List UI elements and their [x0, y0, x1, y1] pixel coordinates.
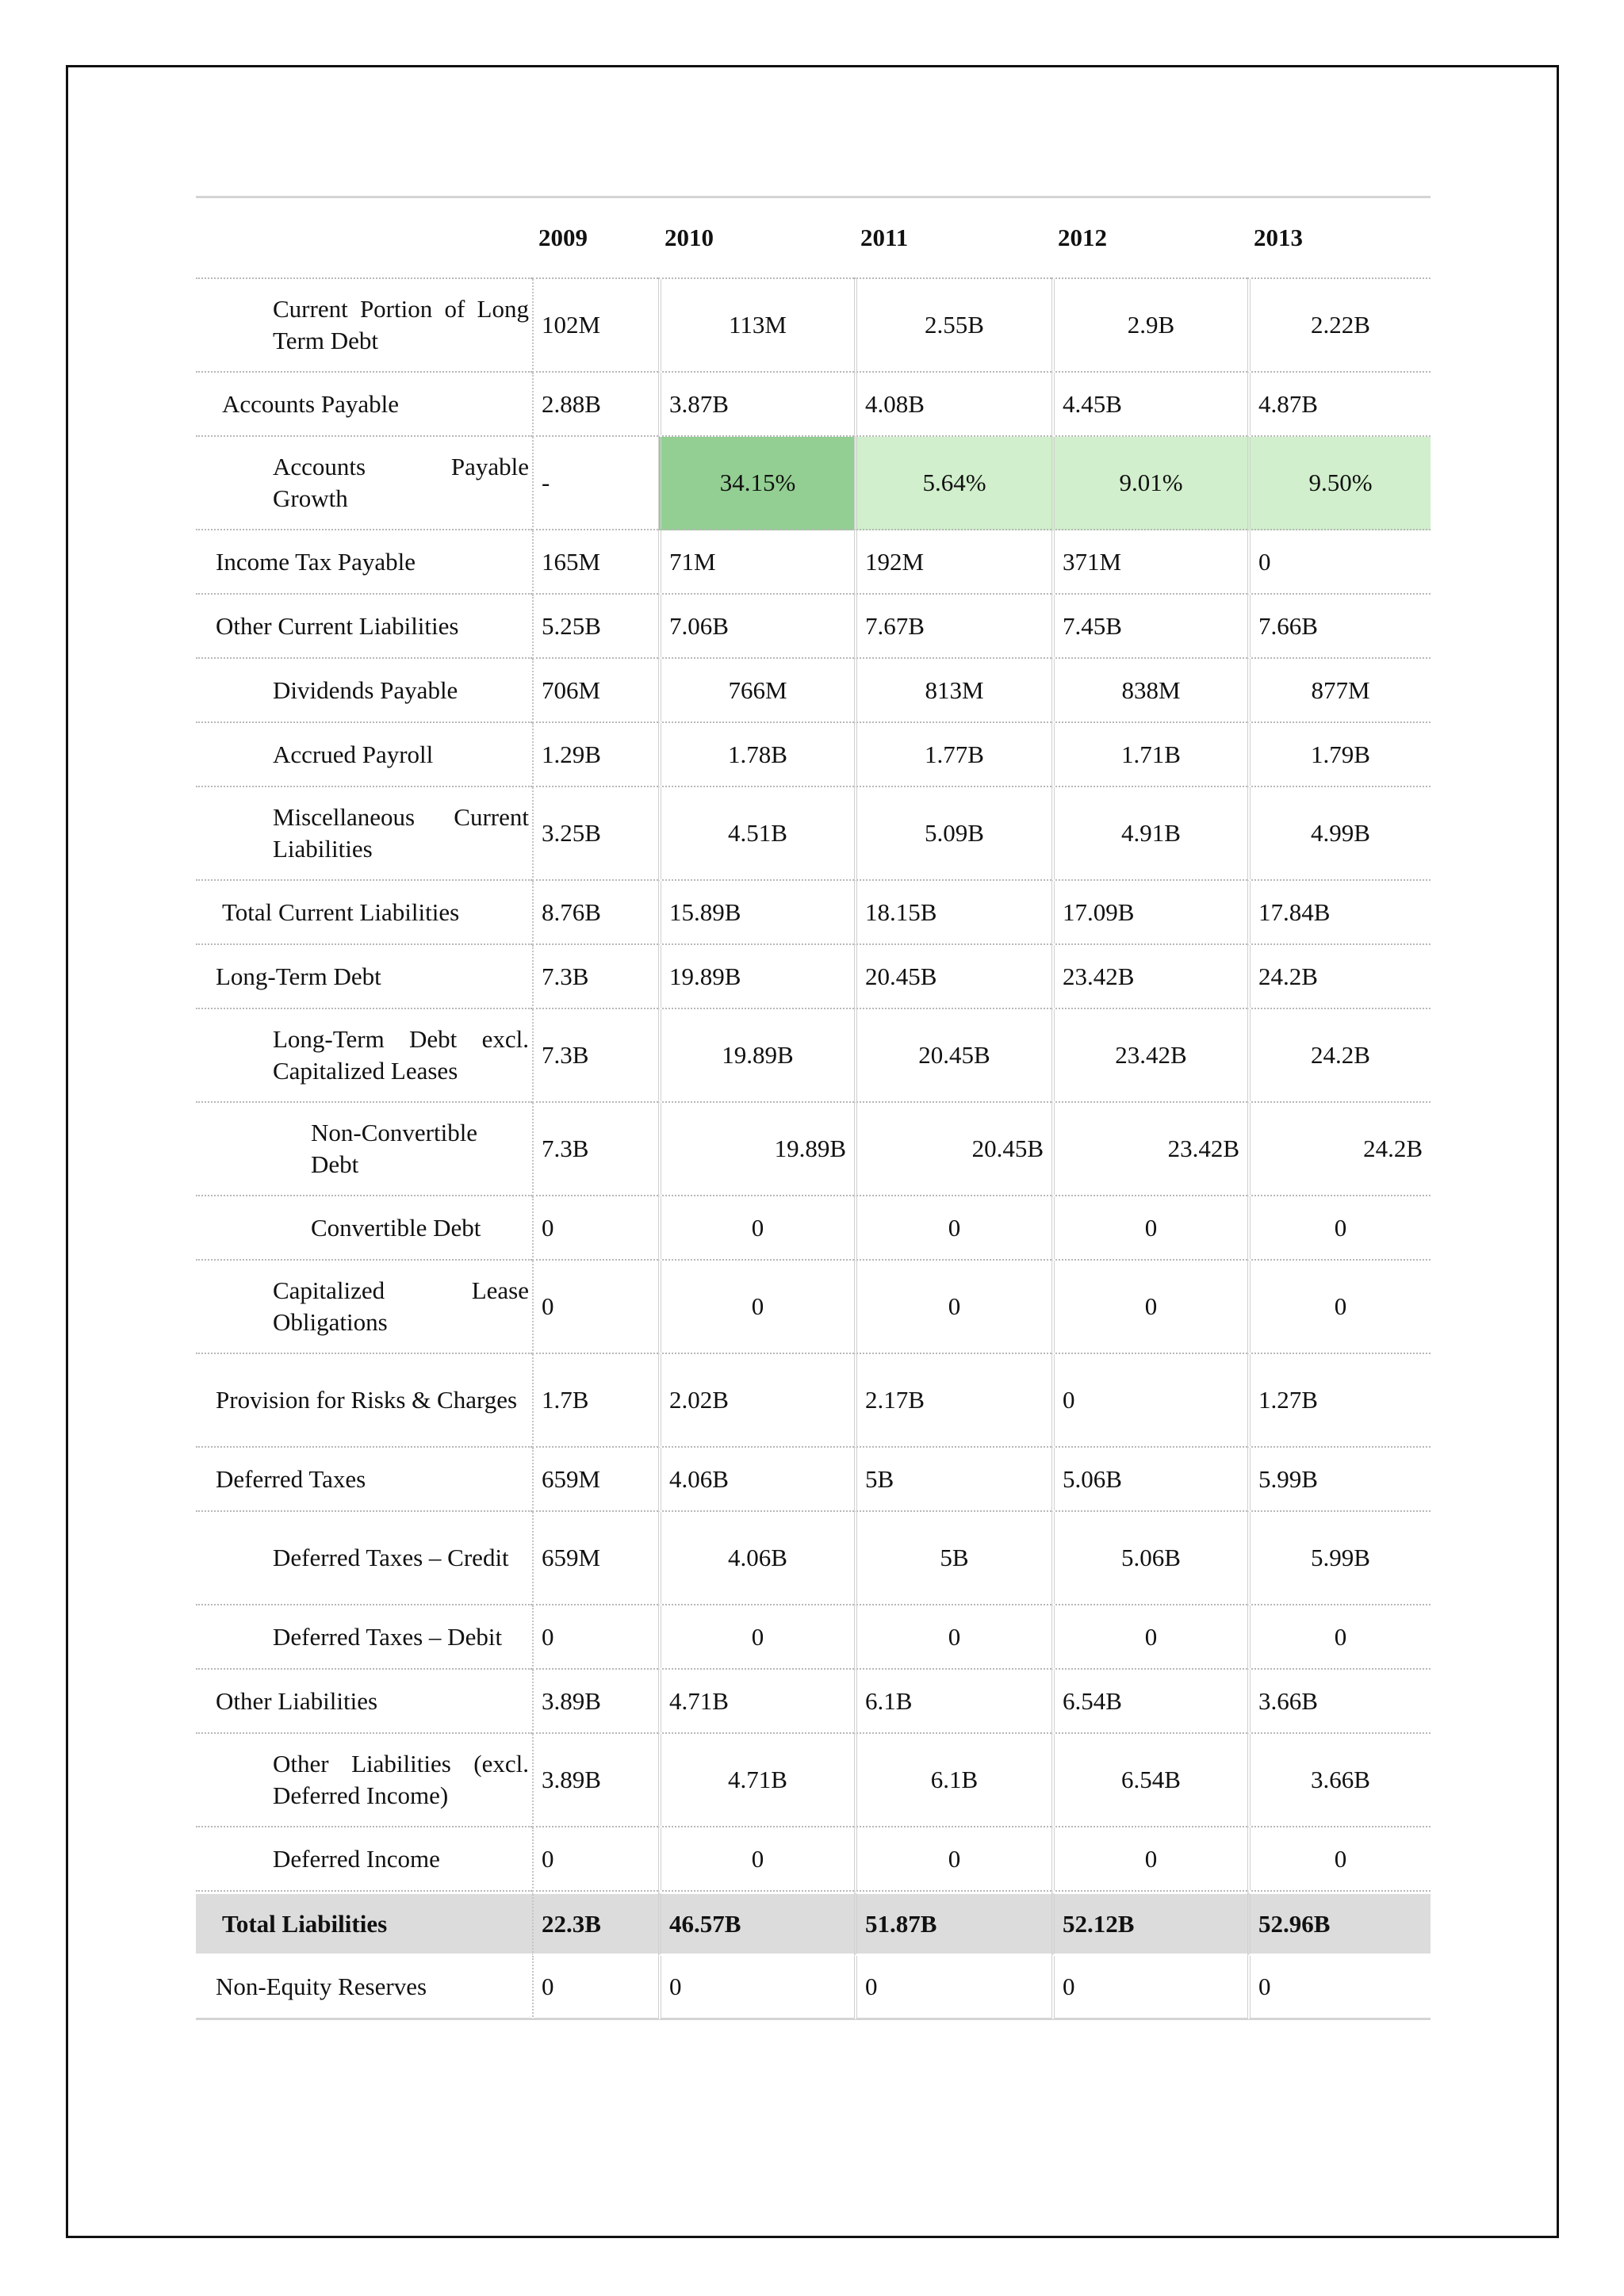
cell-2009: 0	[532, 1196, 658, 1261]
cell-2012: 23.42B	[1051, 1009, 1247, 1103]
cell-2009: 1.7B	[532, 1354, 658, 1448]
row-ltd-excl-capitalized-leases	[196, 1009, 1431, 1103]
cell-2013: 877M	[1247, 659, 1431, 723]
cell-2013: 0	[1247, 530, 1431, 595]
cell-2009: 7.3B	[532, 1009, 658, 1103]
cell-2010: 113M	[658, 279, 854, 373]
cell-2013: 0	[1247, 1956, 1431, 2020]
cell-2009: 22.3B	[532, 1892, 658, 1956]
cell-2013: 52.96B	[1247, 1892, 1431, 1956]
cell-2010: 0	[658, 1827, 854, 1892]
cell-2010: 3.87B	[658, 373, 854, 437]
cell-2013: 24.2B	[1247, 945, 1431, 1009]
cell-2011: 0	[854, 1605, 1051, 1670]
cell-2009: 3.25B	[532, 787, 658, 881]
row-dividends-payable	[196, 659, 1431, 723]
cell-2009: -	[532, 437, 658, 530]
row-label: Dividends Payable	[196, 659, 532, 723]
cell-2010: 766M	[658, 659, 854, 723]
row-other-liabilities-excl-deferred	[196, 1734, 1431, 1827]
cell-2010: 4.06B	[658, 1448, 854, 1512]
cell-2011: 192M	[854, 530, 1051, 595]
row-convertible-debt	[196, 1196, 1431, 1261]
growth-cell-2013: 9.50%	[1247, 437, 1431, 530]
row-label: Non-Convertible Debt	[196, 1103, 532, 1196]
cell-2010: 46.57B	[658, 1892, 854, 1956]
cell-2012: 52.12B	[1051, 1892, 1247, 1956]
cell-2013: 4.87B	[1247, 373, 1431, 437]
cell-2011: 7.67B	[854, 595, 1051, 659]
year-header-2009: 2009	[532, 196, 658, 279]
cell-2009: 659M	[532, 1512, 658, 1605]
row-non-equity-reserves	[196, 1956, 1431, 2020]
cell-2013: 24.2B	[1247, 1103, 1431, 1196]
cell-2012: 23.42B	[1051, 1103, 1247, 1196]
cell-2012: 5.06B	[1051, 1512, 1247, 1605]
row-deferred-income	[196, 1827, 1431, 1892]
year-header-2012: 2012	[1051, 196, 1247, 279]
cell-2010: 4.51B	[658, 787, 854, 881]
row-provision-risks-charges	[196, 1354, 1431, 1448]
cell-2012: 17.09B	[1051, 881, 1247, 945]
row-label: Accounts Payable Growth	[196, 437, 532, 530]
liabilities-sheet	[196, 196, 1431, 2020]
cell-2009: 7.3B	[532, 1103, 658, 1196]
cell-2012: 5.06B	[1051, 1448, 1247, 1512]
cell-2010: 0	[658, 1605, 854, 1670]
cell-2011: 0	[854, 1956, 1051, 2020]
cell-2010: 4.06B	[658, 1512, 854, 1605]
cell-2011: 20.45B	[854, 1103, 1051, 1196]
cell-2011: 2.55B	[854, 279, 1051, 373]
cell-2009: 706M	[532, 659, 658, 723]
cell-2013: 1.79B	[1247, 723, 1431, 787]
cell-2009: 3.89B	[532, 1734, 658, 1827]
cell-2012: 7.45B	[1051, 595, 1247, 659]
cell-2012: 4.45B	[1051, 373, 1247, 437]
cell-2012: 0	[1051, 1261, 1247, 1354]
cell-2011: 51.87B	[854, 1892, 1051, 1956]
row-non-convertible-debt	[196, 1103, 1431, 1196]
cell-2009: 165M	[532, 530, 658, 595]
row-label: Total Liabilities	[196, 1892, 532, 1956]
cell-2009: 0	[532, 1827, 658, 1892]
cell-2012: 371M	[1051, 530, 1247, 595]
cell-2012: 0	[1051, 1605, 1247, 1670]
row-other-liabilities	[196, 1670, 1431, 1734]
cell-2010: 15.89B	[658, 881, 854, 945]
growth-cell-2012: 9.01%	[1051, 437, 1247, 530]
cell-2012: 0	[1051, 1956, 1247, 2020]
cell-2013: 17.84B	[1247, 881, 1431, 945]
row-label: Capitalized Lease Obligations	[196, 1261, 532, 1354]
cell-2011: 20.45B	[854, 945, 1051, 1009]
row-label: Long-Term Debt excl. Capitalized Leases	[196, 1009, 532, 1103]
row-label: Current Portion of Long Term Debt	[196, 279, 532, 373]
cell-2009: 1.29B	[532, 723, 658, 787]
cell-2012: 6.54B	[1051, 1670, 1247, 1734]
cell-2013: 24.2B	[1247, 1009, 1431, 1103]
cell-2010: 19.89B	[658, 1103, 854, 1196]
row-label: Long-Term Debt	[196, 945, 532, 1009]
cell-2009: 102M	[532, 279, 658, 373]
row-label: Income Tax Payable	[196, 530, 532, 595]
cell-2011: 18.15B	[854, 881, 1051, 945]
row-total-liabilities	[196, 1892, 1431, 1956]
cell-2009: 5.25B	[532, 595, 658, 659]
cell-2013: 1.27B	[1247, 1354, 1431, 1448]
year-header-2010: 2010	[658, 196, 854, 279]
cell-2013: 7.66B	[1247, 595, 1431, 659]
cell-2012: 2.9B	[1051, 279, 1247, 373]
cell-2010: 19.89B	[658, 945, 854, 1009]
cell-2013: 0	[1247, 1605, 1431, 1670]
cell-2010: 19.89B	[658, 1009, 854, 1103]
row-label: Accrued Payroll	[196, 723, 532, 787]
cell-2010: 4.71B	[658, 1734, 854, 1827]
header-label-cell	[196, 196, 532, 279]
row-accounts-payable-growth	[196, 437, 1431, 530]
cell-2009: 659M	[532, 1448, 658, 1512]
growth-cell-2010: 34.15%	[658, 437, 854, 530]
row-label: Deferred Income	[196, 1827, 532, 1892]
cell-2012: 838M	[1051, 659, 1247, 723]
cell-2013: 5.99B	[1247, 1448, 1431, 1512]
cell-2010: 71M	[658, 530, 854, 595]
row-label: Miscellaneous Current Liabilities	[196, 787, 532, 881]
header-row	[196, 196, 1431, 279]
row-label: Other Liabilities	[196, 1670, 532, 1734]
row-accounts-payable	[196, 373, 1431, 437]
row-label: Other Current Liabilities	[196, 595, 532, 659]
cell-2013: 0	[1247, 1261, 1431, 1354]
row-accrued-payroll	[196, 723, 1431, 787]
cell-2011: 0	[854, 1261, 1051, 1354]
cell-2012: 6.54B	[1051, 1734, 1247, 1827]
cell-2012: 23.42B	[1051, 945, 1247, 1009]
row-capitalized-lease-obligations	[196, 1261, 1431, 1354]
cell-2010: 0	[658, 1956, 854, 2020]
cell-2010: 4.71B	[658, 1670, 854, 1734]
cell-2009: 7.3B	[532, 945, 658, 1009]
row-other-current-liabilities	[196, 595, 1431, 659]
cell-2012: 1.71B	[1051, 723, 1247, 787]
liabilities-table	[196, 196, 1431, 2020]
cell-2009: 3.89B	[532, 1670, 658, 1734]
cell-2011: 0	[854, 1196, 1051, 1261]
cell-2011: 0	[854, 1827, 1051, 1892]
row-label: Deferred Taxes – Credit	[196, 1512, 532, 1605]
cell-2011: 5B	[854, 1448, 1051, 1512]
row-deferred-taxes-credit	[196, 1512, 1431, 1605]
cell-2010: 1.78B	[658, 723, 854, 787]
cell-2010: 7.06B	[658, 595, 854, 659]
cell-2011: 4.08B	[854, 373, 1051, 437]
cell-2011: 1.77B	[854, 723, 1051, 787]
cell-2010: 2.02B	[658, 1354, 854, 1448]
cell-2009: 0	[532, 1261, 658, 1354]
row-income-tax-payable	[196, 530, 1431, 595]
year-header-2013: 2013	[1247, 196, 1431, 279]
cell-2012: 0	[1051, 1827, 1247, 1892]
cell-2013: 3.66B	[1247, 1734, 1431, 1827]
row-label: Non-Equity Reserves	[196, 1956, 532, 2020]
row-deferred-taxes	[196, 1448, 1431, 1512]
row-label: Accounts Payable	[196, 373, 532, 437]
cell-2013: 4.99B	[1247, 787, 1431, 881]
row-label: Convertible Debt	[196, 1196, 532, 1261]
cell-2011: 6.1B	[854, 1734, 1051, 1827]
cell-2011: 6.1B	[854, 1670, 1051, 1734]
row-label: Provision for Risks & Charges	[196, 1354, 532, 1448]
cell-2009: 2.88B	[532, 373, 658, 437]
cell-2013: 0	[1247, 1196, 1431, 1261]
row-long-term-debt	[196, 945, 1431, 1009]
cell-2013: 3.66B	[1247, 1670, 1431, 1734]
cell-2010: 0	[658, 1261, 854, 1354]
cell-2013: 0	[1247, 1827, 1431, 1892]
row-deferred-taxes-debit	[196, 1605, 1431, 1670]
cell-2012: 0	[1051, 1196, 1247, 1261]
cell-2010: 0	[658, 1196, 854, 1261]
cell-2011: 5B	[854, 1512, 1051, 1605]
row-label: Deferred Taxes	[196, 1448, 532, 1512]
row-misc-current-liabilities	[196, 787, 1431, 881]
cell-2013: 5.99B	[1247, 1512, 1431, 1605]
cell-2013: 2.22B	[1247, 279, 1431, 373]
cell-2011: 2.17B	[854, 1354, 1051, 1448]
cell-2011: 20.45B	[854, 1009, 1051, 1103]
cell-2009: 0	[532, 1956, 658, 2020]
cell-2012: 0	[1051, 1354, 1247, 1448]
cell-2009: 0	[532, 1605, 658, 1670]
cell-2011: 5.09B	[854, 787, 1051, 881]
year-header-2011: 2011	[854, 196, 1051, 279]
cell-2012: 4.91B	[1051, 787, 1247, 881]
row-label: Total Current Liabilities	[196, 881, 532, 945]
row-total-current-liabilities	[196, 881, 1431, 945]
cell-2009: 8.76B	[532, 881, 658, 945]
growth-cell-2011: 5.64%	[854, 437, 1051, 530]
cell-2011: 813M	[854, 659, 1051, 723]
row-current-portion-ltd	[196, 279, 1431, 373]
row-label: Deferred Taxes – Debit	[196, 1605, 532, 1670]
row-label: Other Liabilities (excl. Deferred Income)	[196, 1734, 532, 1827]
